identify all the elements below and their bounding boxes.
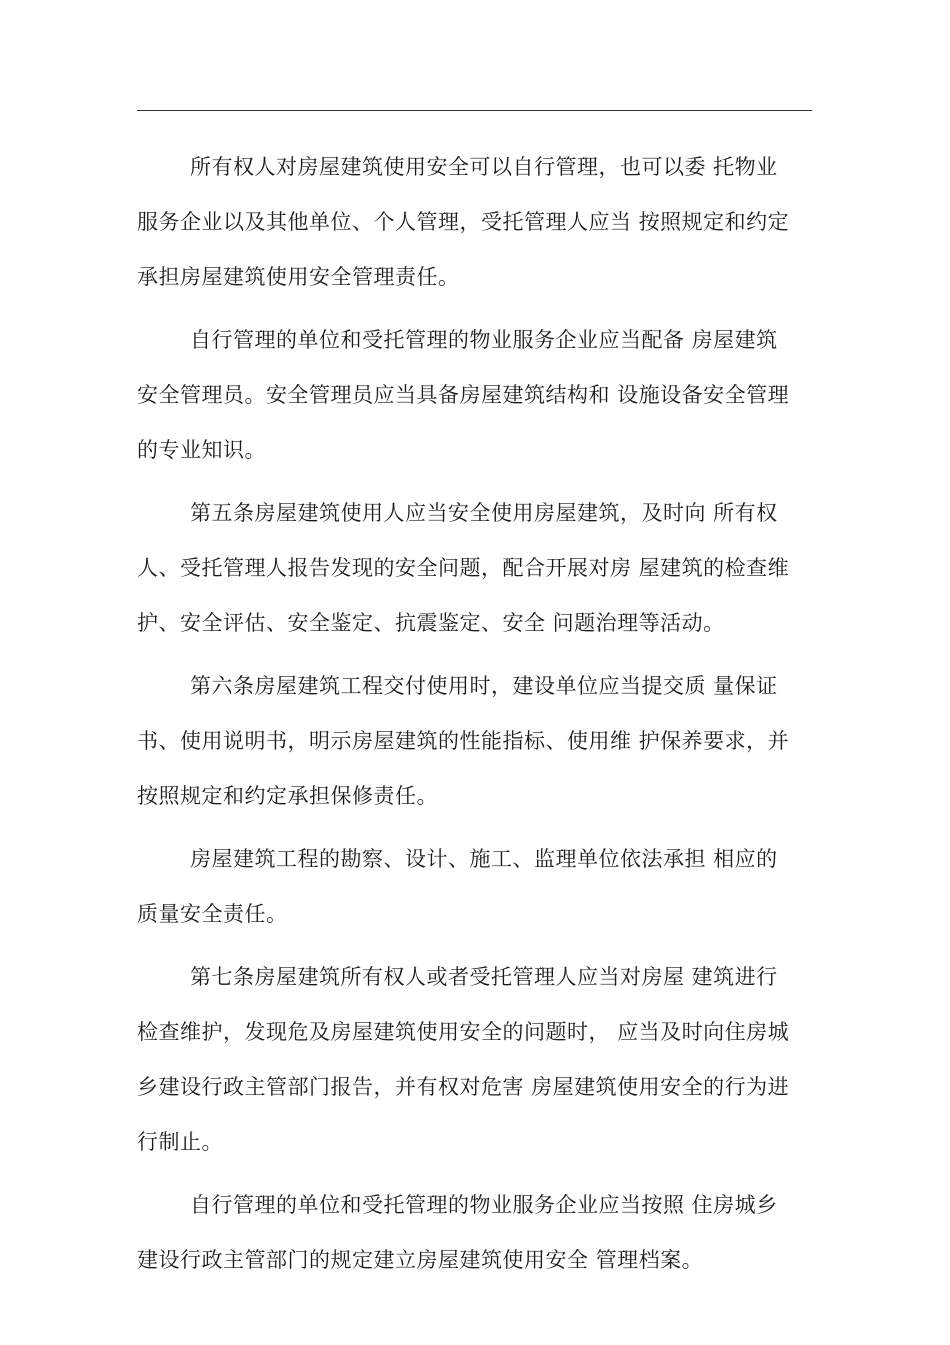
text-line: 承担房屋建筑使用安全管理责任。	[137, 265, 460, 289]
paragraph-7	[137, 1178, 807, 1288]
text-line: 按照规定和约定承担保修责任。	[137, 784, 438, 808]
text-line: 自行管理的单位和受托管理的物业服务企业应当配备 房屋建筑	[190, 328, 778, 352]
text-line: 第六条房屋建筑工程交付使用时，建设单位应当提交质 量保证	[190, 674, 778, 698]
text-line: 所有权人对房屋建筑使用安全可以自行管理，也可以委 托物业	[190, 155, 778, 179]
text-line: 检查维护，发现危及房屋建筑使用安全的问题时， 应当及时向住房城	[137, 1020, 790, 1044]
text-line: 书、使用说明书，明示房屋建筑的性能指标、使用维 护保养要求，并	[137, 729, 790, 753]
paragraph-3-article-5	[137, 486, 807, 651]
header-divider	[137, 110, 812, 111]
text-line: 的专业知识。	[137, 438, 266, 462]
text-line: 安全管理员。安全管理员应当具备房屋建筑结构和 设施设备安全管理	[137, 383, 790, 407]
text-line: 建设行政主管部门的规定建立房屋建筑使用安全 管理档案。	[137, 1248, 704, 1272]
paragraph-2	[137, 313, 807, 478]
text-line: 乡建设行政主管部门报告，并有权对危害 房屋建筑使用安全的行为进	[137, 1075, 790, 1099]
paragraph-1	[137, 140, 807, 305]
text-line: 房屋建筑工程的勘察、设计、施工、监理单位依法承担 相应的	[190, 847, 778, 871]
text-line: 人、受托管理人报告发现的安全问题，配合开展对房 屋建筑的检查维	[137, 556, 790, 580]
document-body	[137, 140, 807, 1296]
text-line: 第五条房屋建筑使用人应当安全使用房屋建筑，及时向 所有权	[190, 501, 778, 525]
text-line: 服务企业以及其他单位、个人管理，受托管理人应当 按照规定和约定	[137, 210, 790, 234]
text-line: 行制止。	[137, 1130, 223, 1154]
text-line: 护、安全评估、安全鉴定、抗震鉴定、安全 问题治理等活动。	[137, 611, 725, 635]
paragraph-5	[137, 832, 807, 942]
paragraph-6-article-7	[137, 950, 807, 1170]
text-line: 第七条房屋建筑所有权人或者受托管理人应当对房屋 建筑进行	[190, 965, 778, 989]
paragraph-4-article-6	[137, 659, 807, 824]
text-line: 质量安全责任。	[137, 902, 288, 926]
text-line: 自行管理的单位和受托管理的物业服务企业应当按照 住房城乡	[190, 1193, 778, 1217]
